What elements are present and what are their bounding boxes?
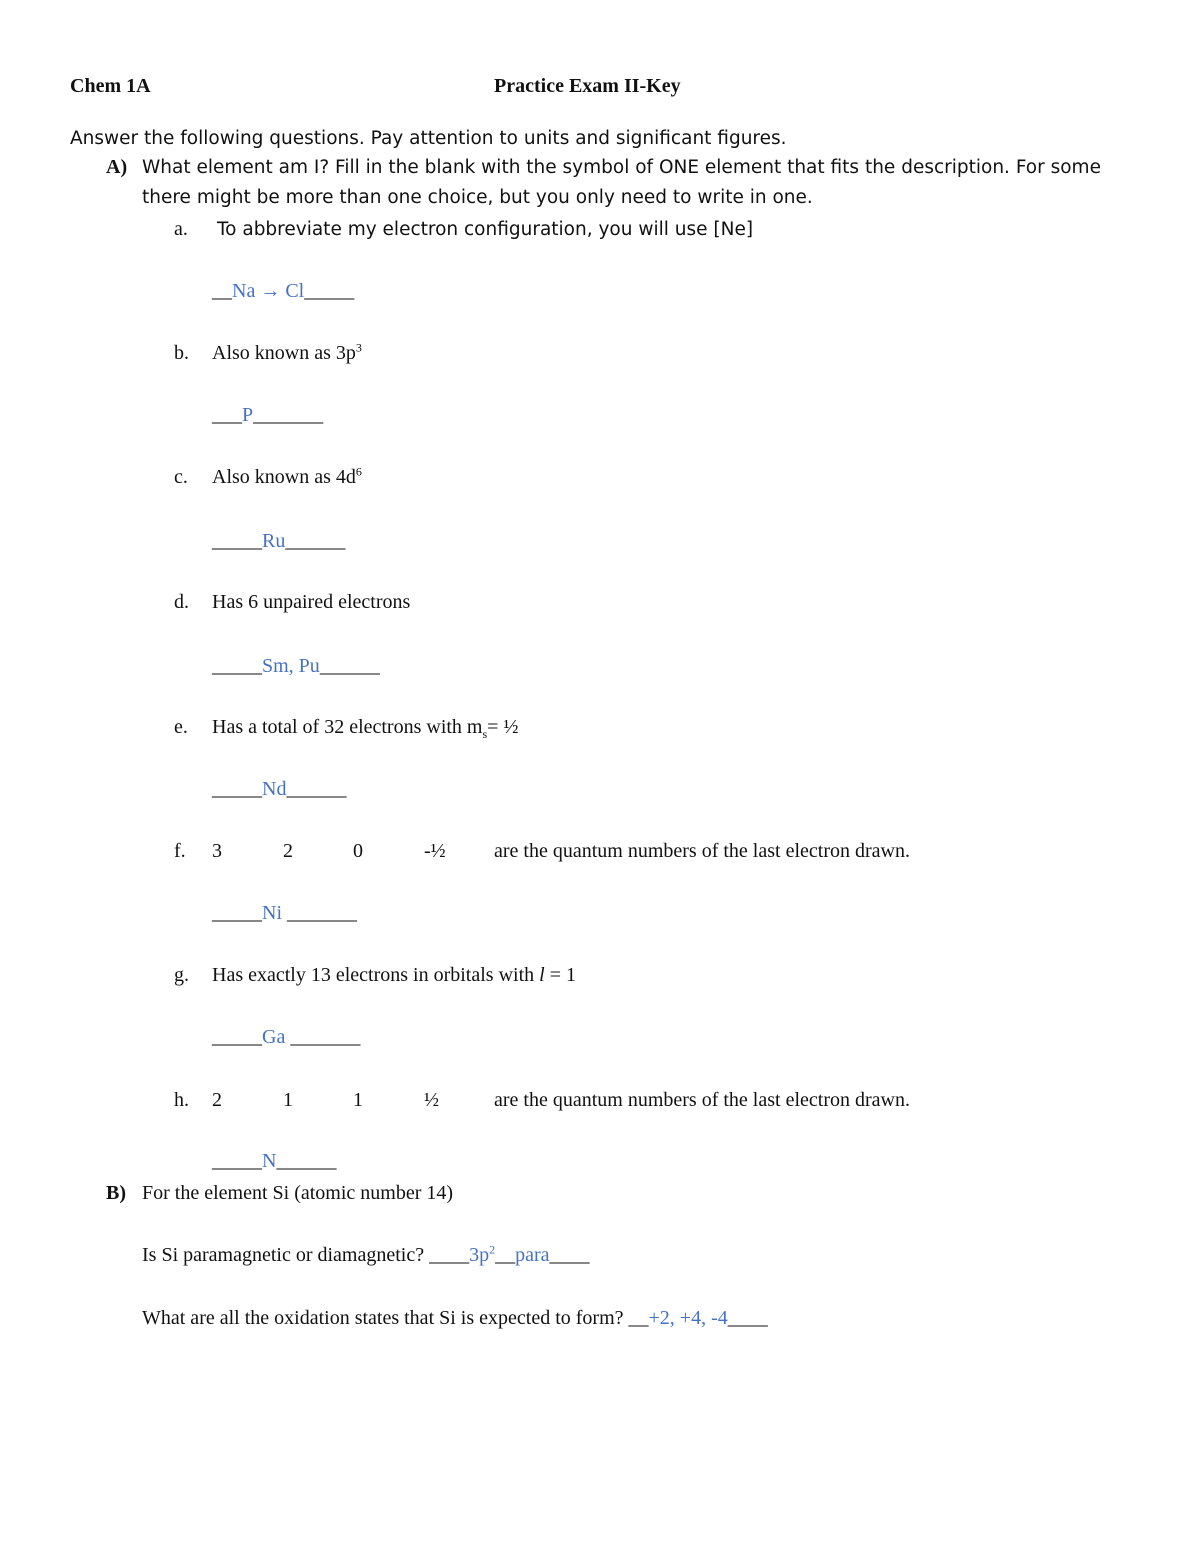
item-e-answer: Nd xyxy=(262,778,287,800)
item-h-answer: N xyxy=(262,1150,277,1172)
section-b-q1-answer-config: $3p^2$ xyxy=(469,1242,496,1266)
item-g-answer: Ga xyxy=(262,1026,286,1048)
item-a-letter: a. xyxy=(174,218,188,240)
item-f-qnum-n: 3 xyxy=(212,840,222,862)
item-a-answer: Na → Cl xyxy=(232,280,305,302)
item-e-letter: e. xyxy=(174,716,188,738)
item-a-text: To abbreviate my electron configuration, you will use [Ne] xyxy=(217,219,754,240)
item-f-qnum-l: 2 xyxy=(283,840,293,862)
item-b-letter: b. xyxy=(174,342,189,364)
item-b-answer-line: ___P_______ xyxy=(212,404,324,426)
item-b-answer: P xyxy=(242,404,254,426)
section-a-prompt-line1: What element am I? Fill in the blank with the symbol of ONE element that fits the description. For some xyxy=(142,157,1101,178)
exam-title: Practice Exam II-Key xyxy=(494,75,681,97)
section-b-q1: Is Si paramagnetic or diamagnetic? $\_\_\_\_3p^2\_\_para\_\_\_\_$ xyxy=(142,1242,590,1266)
item-e-text: Has a total of 32 electrons with $m_s=$ ½ xyxy=(212,716,519,741)
item-c-answer: Ru xyxy=(262,530,286,552)
item-h-qnum-n: 2 xyxy=(212,1089,222,1111)
item-f-qnum-ms: -½ xyxy=(424,840,446,862)
item-c-text: Also known as $4d^6$ xyxy=(212,464,362,488)
item-h-qnum-l: 1 xyxy=(283,1089,293,1111)
instructions: Answer the following questions. Pay attention to units and significant figures. xyxy=(70,128,787,149)
item-f-text: are the quantum numbers of the last electron drawn. xyxy=(494,840,910,862)
item-b-text: Also known as $3p^3$ xyxy=(212,340,362,364)
item-h-letter: h. xyxy=(174,1089,189,1111)
section-b-q2: What are all the oxidation states that Si is expected to form? __+2, +4, -4____ xyxy=(142,1307,768,1329)
section-b-q2-answer: +2, +4, -4 xyxy=(648,1307,728,1329)
section-b-q1-answer: para xyxy=(515,1244,550,1266)
item-f-answer: Ni xyxy=(262,902,282,924)
item-h-text: are the quantum numbers of the last electron drawn. xyxy=(494,1089,910,1111)
item-f-answer-line: _____Ni _______ xyxy=(212,902,357,924)
item-d-letter: d. xyxy=(174,591,189,613)
item-f-letter: f. xyxy=(174,840,186,862)
item-c-answer-line: _____Ru______ xyxy=(212,530,346,552)
item-c-letter: c. xyxy=(174,466,188,488)
course-title: Chem 1A xyxy=(70,75,151,97)
item-f-qnum-ml: 0 xyxy=(353,840,363,862)
item-h-qnum-ml: 1 xyxy=(353,1089,363,1111)
item-h-answer-line: _____N______ xyxy=(212,1150,337,1172)
item-h-qnum-ms: ½ xyxy=(424,1089,439,1111)
item-g-letter: g. xyxy=(174,964,189,986)
item-d-answer: Sm, Pu xyxy=(262,655,320,677)
section-a-label: A) xyxy=(106,156,128,178)
item-a-answer-line: __Na → Cl_____ xyxy=(212,280,355,302)
section-b-label: B) xyxy=(106,1182,126,1204)
item-d-answer-line: _____Sm, Pu______ xyxy=(212,655,380,677)
item-d-text: Has 6 unpaired electrons xyxy=(212,591,411,613)
section-a-prompt-line2: there might be more than one choice, but you only need to write in one. xyxy=(142,187,813,208)
item-e-answer-line: _____Nd______ xyxy=(212,778,347,800)
item-g-answer-line: _____Ga _______ xyxy=(212,1026,361,1048)
item-g-text: Has exactly 13 electrons in orbitals with l = 1 xyxy=(212,964,576,986)
section-b-prompt: For the element Si (atomic number 14) xyxy=(142,1182,454,1204)
